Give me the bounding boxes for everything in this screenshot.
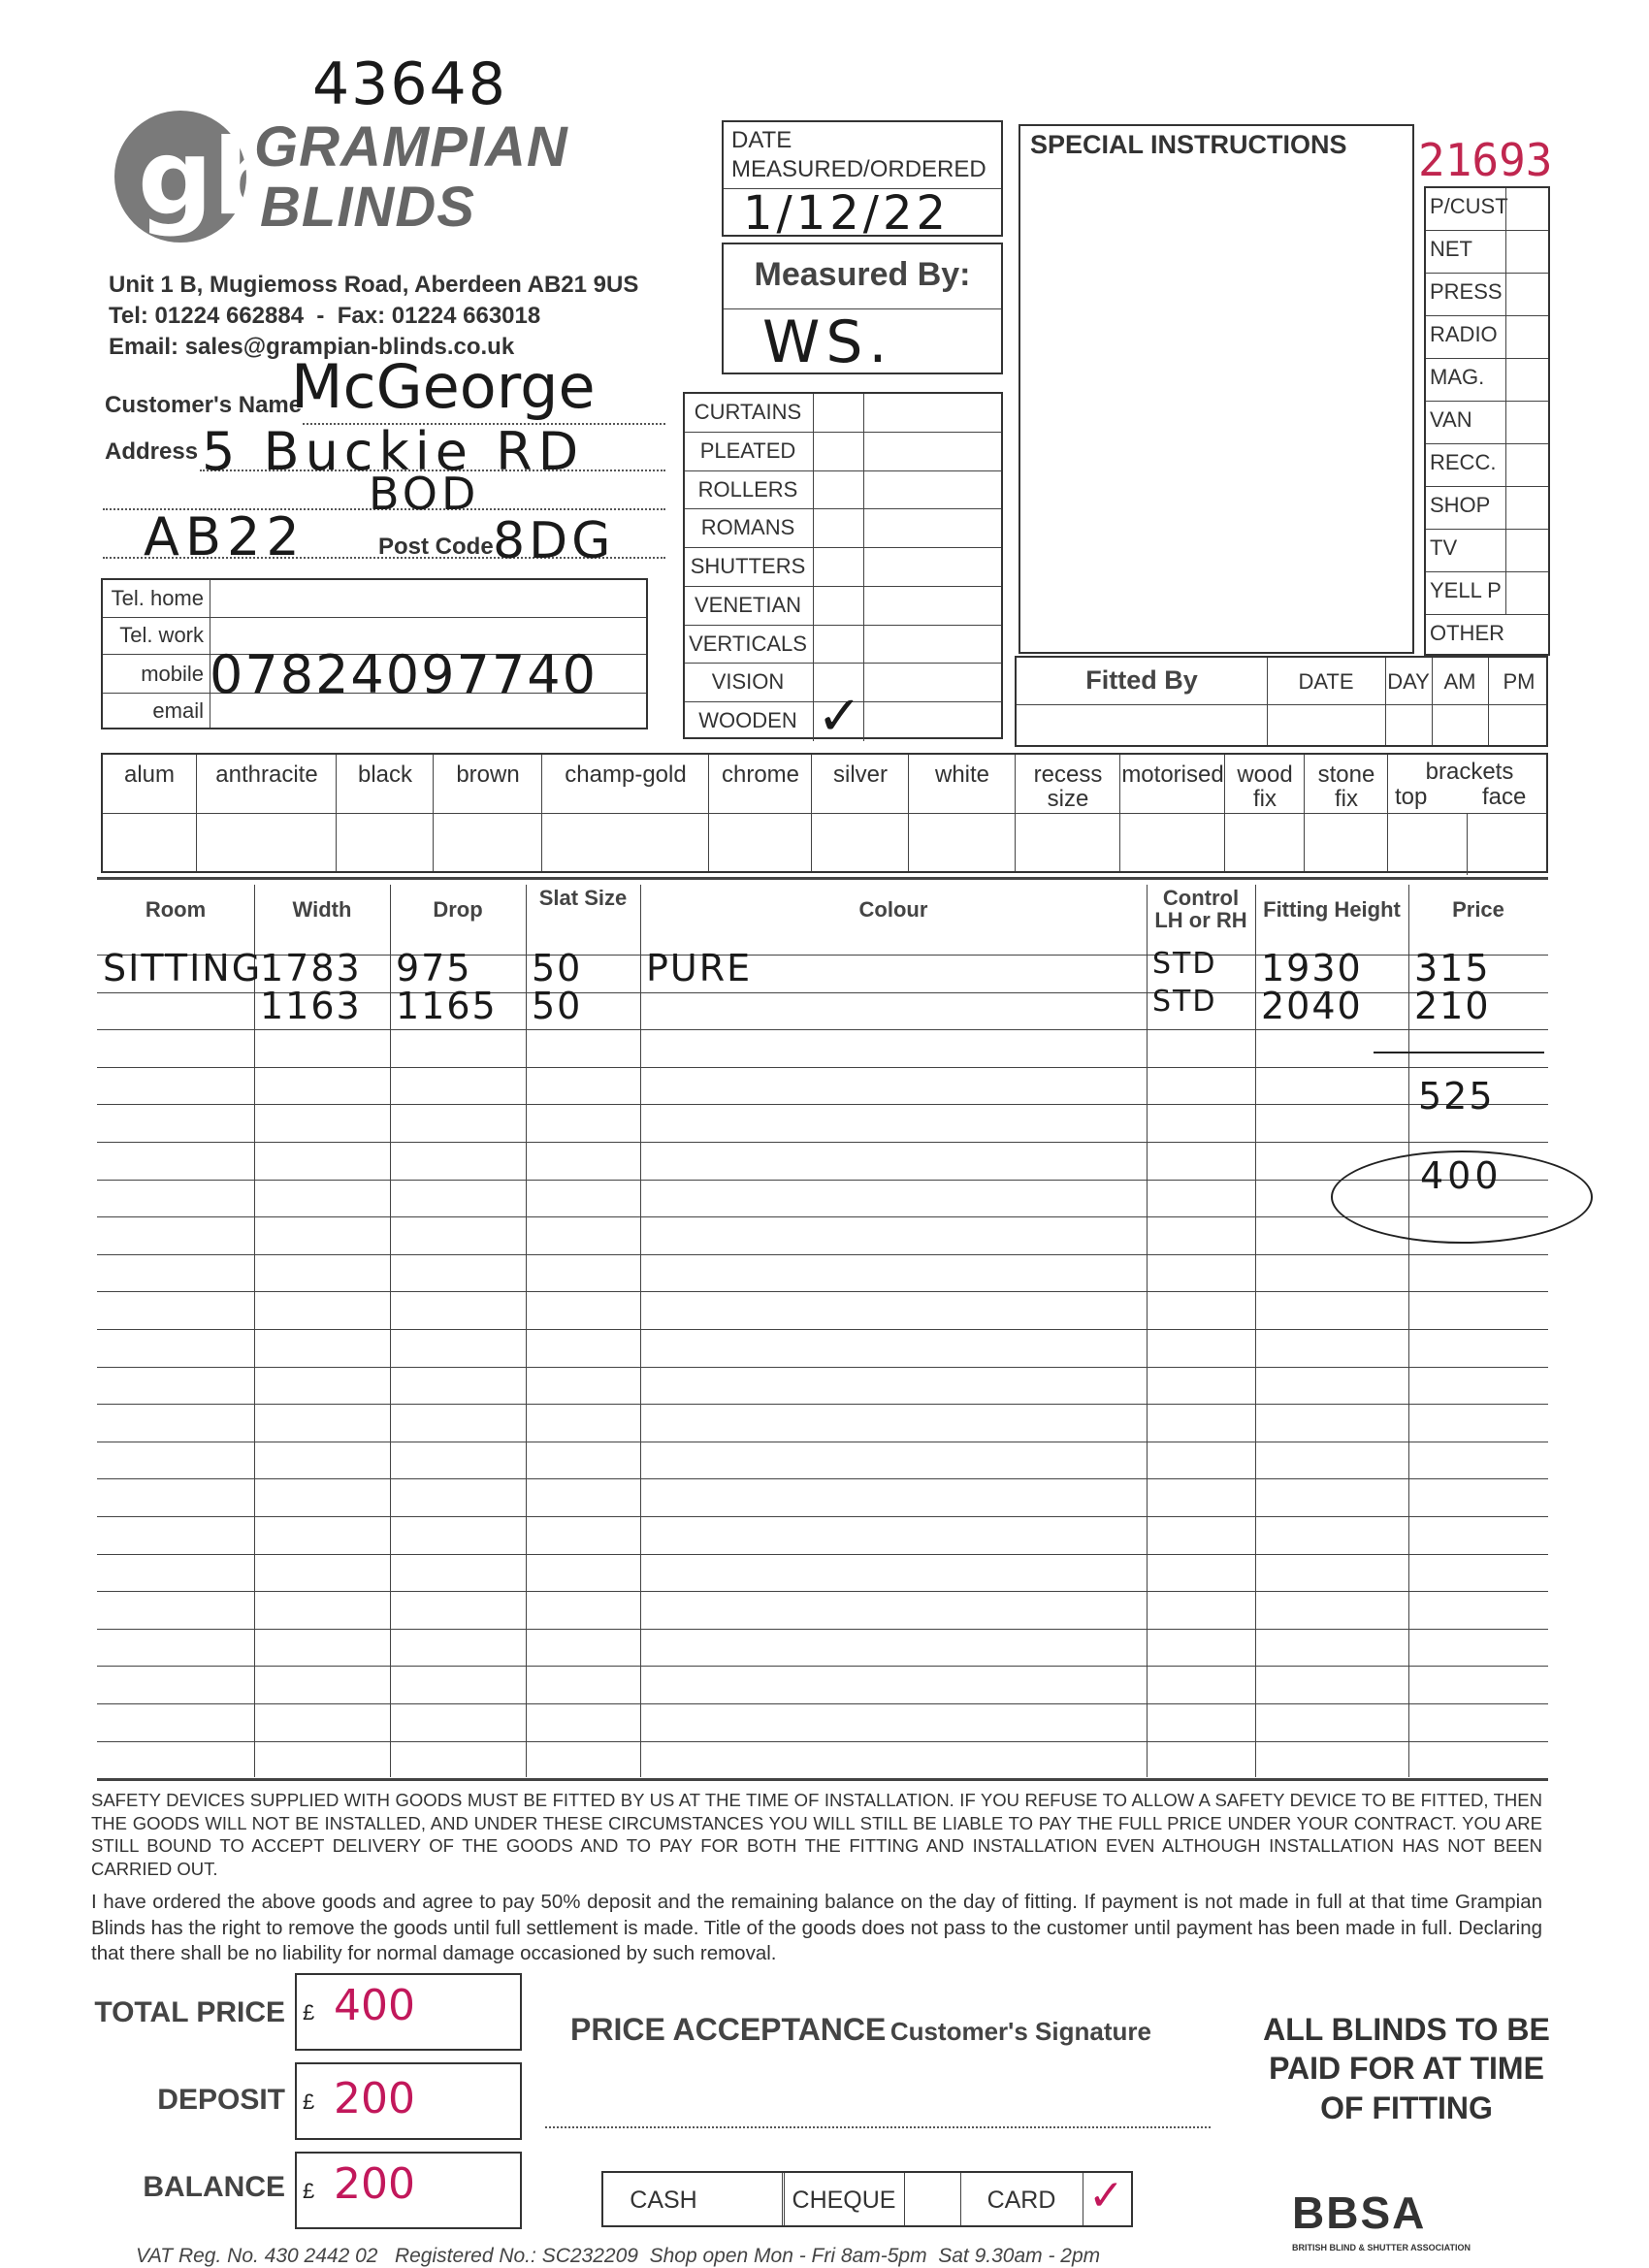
product-label: WOODEN bbox=[698, 708, 797, 733]
deposit-value: 200 bbox=[334, 2074, 415, 2123]
mobile-value[interactable]: 07824097740 bbox=[210, 644, 598, 705]
address-line1-value[interactable]: 5 Buckie RD bbox=[202, 421, 585, 482]
contact-table bbox=[101, 578, 648, 729]
source-option-row[interactable] bbox=[1426, 274, 1548, 316]
source-option-checkbox[interactable] bbox=[1505, 444, 1506, 486]
payment-method-table bbox=[601, 2171, 1133, 2227]
source-option-row[interactable] bbox=[1426, 530, 1548, 572]
balance-box[interactable] bbox=[295, 2152, 522, 2229]
option-label: brown bbox=[456, 761, 520, 788]
balance-value: 200 bbox=[334, 2159, 415, 2209]
table-cell[interactable]: 1165 bbox=[396, 984, 498, 1027]
tel-home-label: Tel. home bbox=[111, 586, 204, 610]
date-measured-box bbox=[722, 120, 1003, 241]
column-header: Slat Size bbox=[538, 886, 628, 910]
special-instructions-label: SPECIAL INSTRUCTIONS bbox=[1030, 130, 1347, 159]
column-header: Price bbox=[1452, 897, 1504, 922]
option-checkbox[interactable] bbox=[543, 815, 708, 873]
product-row[interactable] bbox=[685, 394, 1001, 433]
source-option-checkbox[interactable] bbox=[1505, 572, 1506, 614]
product-label: ROLLERS bbox=[697, 476, 798, 502]
source-option-checkbox[interactable] bbox=[1505, 316, 1506, 358]
price-acceptance bbox=[570, 2012, 1151, 2048]
product-row[interactable] bbox=[685, 626, 1001, 664]
source-option-checkbox[interactable] bbox=[1505, 530, 1506, 571]
column-header: Room bbox=[145, 897, 207, 922]
product-row[interactable] bbox=[685, 548, 1001, 587]
gb-logo-icon bbox=[109, 109, 288, 244]
source-option-label: VAN bbox=[1430, 407, 1472, 432]
cheque-option[interactable]: CHEQUE bbox=[792, 2187, 896, 2214]
tel-work-label: Tel. work bbox=[119, 623, 204, 647]
brackets-face-label: face bbox=[1482, 784, 1527, 810]
table-cell[interactable]: STD bbox=[1152, 984, 1217, 1019]
table-cell[interactable]: 210 bbox=[1414, 984, 1491, 1027]
product-label: VERTICALS bbox=[689, 631, 807, 656]
table-cell[interactable]: PURE bbox=[646, 947, 753, 989]
product-label: SHUTTERS bbox=[690, 554, 806, 579]
source-option-row[interactable] bbox=[1426, 444, 1548, 487]
deposit-label: DEPOSIT bbox=[157, 2084, 285, 2116]
source-option-row[interactable] bbox=[1426, 231, 1548, 274]
measured-by-label: Measured By: bbox=[754, 256, 971, 293]
table-cell[interactable]: 1783 bbox=[260, 947, 362, 989]
table-cell[interactable]: 2040 bbox=[1261, 984, 1363, 1027]
source-option-label: PRESS bbox=[1430, 279, 1503, 304]
table-cell[interactable]: 1930 bbox=[1261, 947, 1363, 989]
product-row[interactable] bbox=[685, 509, 1001, 548]
reference-number: 43648 bbox=[312, 50, 507, 118]
table-cell[interactable]: 975 bbox=[396, 947, 472, 989]
fitted-by-label: Fitted By bbox=[1085, 665, 1198, 695]
company-logo bbox=[109, 109, 288, 244]
product-label: ROMANS bbox=[700, 515, 795, 540]
price-acceptance-label: PRICE ACCEPTANCE bbox=[570, 2012, 887, 2047]
table-cell[interactable]: 315 bbox=[1414, 947, 1491, 989]
special-instructions-box[interactable] bbox=[1018, 124, 1414, 654]
table-cell[interactable]: 50 bbox=[532, 984, 583, 1027]
card-tick-mark: ✓ bbox=[1088, 2171, 1124, 2220]
option-checkbox[interactable] bbox=[198, 815, 336, 873]
option-label: white bbox=[934, 761, 990, 788]
option-label: motorised bbox=[1121, 761, 1224, 788]
form-number: 21693 bbox=[1418, 134, 1553, 186]
deposit-currency: £ bbox=[303, 2090, 315, 2114]
brackets-top-label: top bbox=[1395, 784, 1428, 810]
date-measured-value[interactable]: 1/12/22 bbox=[743, 186, 951, 241]
option-label: anthracite bbox=[215, 761, 318, 788]
customer-name-label: Customer's Name bbox=[105, 392, 303, 418]
product-type-table bbox=[683, 392, 1003, 748]
balance-currency: £ bbox=[303, 2179, 315, 2203]
column-header: Control LH or RH bbox=[1154, 886, 1247, 933]
company-name-line2: BLINDS bbox=[260, 176, 475, 239]
fitted-day-label: DAY bbox=[1387, 669, 1430, 694]
option-label: alum bbox=[123, 761, 176, 788]
product-label: PLEATED bbox=[699, 437, 796, 463]
brackets-label: brackets bbox=[1425, 759, 1514, 785]
email-label: email bbox=[152, 698, 204, 723]
source-option-row[interactable] bbox=[1426, 188, 1548, 231]
source-option-row[interactable] bbox=[1426, 402, 1548, 444]
option-checkbox[interactable] bbox=[1306, 815, 1387, 873]
source-option-checkbox[interactable] bbox=[1505, 231, 1506, 273]
source-option-label: MAG. bbox=[1430, 365, 1485, 389]
option-label: wood fix bbox=[1237, 761, 1293, 813]
source-option-row[interactable] bbox=[1426, 572, 1548, 615]
product-row[interactable] bbox=[685, 471, 1001, 510]
column-header: Drop bbox=[433, 897, 483, 922]
option-checkbox[interactable] bbox=[1226, 815, 1304, 873]
option-checkbox[interactable] bbox=[435, 815, 541, 873]
option-checkbox[interactable] bbox=[813, 815, 908, 873]
option-checkbox[interactable] bbox=[338, 815, 433, 873]
source-option-checkbox[interactable] bbox=[1505, 402, 1506, 443]
option-label: champ-gold bbox=[565, 761, 687, 788]
fitted-am-label: AM bbox=[1443, 669, 1476, 694]
option-label: stone fix bbox=[1317, 761, 1375, 813]
source-option-row[interactable] bbox=[1426, 615, 1548, 658]
source-option-label: NET bbox=[1430, 237, 1472, 261]
measured-by-box bbox=[722, 243, 1003, 374]
address-line3-value[interactable]: AB22 bbox=[144, 506, 306, 567]
mobile-label: mobile bbox=[141, 662, 204, 686]
customer-name-value[interactable]: McGeorge bbox=[291, 351, 596, 422]
postcode-value[interactable]: 8DG bbox=[493, 512, 615, 570]
table-cell[interactable]: 50 bbox=[532, 947, 583, 989]
option-label: recess size bbox=[1033, 761, 1103, 813]
final-price-value: 400 bbox=[1420, 1154, 1503, 1197]
company-phone-fax: Tel: 01224 662884 - Fax: 01224 663018 bbox=[109, 303, 541, 329]
source-options-box bbox=[1424, 186, 1550, 656]
source-option-label: SHOP bbox=[1430, 493, 1491, 517]
company-address: Unit 1 B, Mugiemoss Road, Aberdeen AB21 9US bbox=[109, 272, 639, 298]
source-option-label: P/CUST bbox=[1430, 194, 1508, 218]
option-label: silver bbox=[832, 761, 888, 788]
fitted-date-label: DATE bbox=[1298, 669, 1354, 694]
logo-letters: gb bbox=[138, 117, 288, 239]
subtotal-value: 525 bbox=[1418, 1075, 1495, 1118]
source-option-row[interactable] bbox=[1426, 359, 1548, 402]
postcode-label: Post Code bbox=[378, 534, 494, 560]
column-header: Width bbox=[292, 897, 352, 922]
bbsa-subtitle: BRITISH BLIND & SHUTTER ASSOCIATION bbox=[1292, 2243, 1471, 2252]
total-price-label: TOTAL PRICE bbox=[94, 1996, 285, 2028]
total-price-box[interactable] bbox=[295, 1973, 522, 2051]
source-option-row[interactable] bbox=[1426, 316, 1548, 359]
option-checkbox[interactable] bbox=[710, 815, 811, 873]
source-option-checkbox[interactable] bbox=[1505, 487, 1506, 529]
option-checkbox[interactable] bbox=[1121, 815, 1224, 873]
product-label: VENETIAN bbox=[694, 592, 802, 617]
date-measured-label: DATE MEASURED/ORDERED bbox=[731, 127, 986, 182]
cash-option[interactable]: CASH bbox=[630, 2187, 697, 2214]
agreement-terms: I have ordered the above goods and agree to pay 50% deposit and the remaining balance on the day of fitting. If payment is not made in full at that time Grampian Blinds has the right to remove the goods until full settlement is made. Title of the goods does not pass to the customer until payment has been made in full. Declaring that there shall be no liability for normal damage occasioned by such removal. bbox=[91, 1891, 1542, 1965]
wooden-tick-mark: ✓ bbox=[817, 685, 862, 748]
source-option-checkbox[interactable] bbox=[1505, 359, 1506, 401]
table-cell[interactable]: STD bbox=[1152, 947, 1217, 981]
source-option-label: RECC. bbox=[1430, 450, 1497, 474]
order-table bbox=[97, 877, 1548, 1783]
footer-registration: VAT Reg. No. 430 2442 02 Registered No.: SC232209 Shop open Mon - Fri 8am-5pm Sat 9.30am - 2pm bbox=[136, 2245, 1101, 2267]
product-label: VISION bbox=[711, 669, 785, 695]
table-cell[interactable]: 1163 bbox=[260, 984, 362, 1027]
product-row[interactable] bbox=[685, 433, 1001, 471]
source-option-checkbox[interactable] bbox=[1505, 274, 1506, 315]
table-cell[interactable]: SITTING bbox=[103, 947, 263, 989]
measured-by-value[interactable]: WS. bbox=[762, 308, 893, 376]
company-name-line1: GRAMPIAN bbox=[254, 115, 568, 178]
customer-signature-label: Customer's Signature bbox=[889, 2017, 1151, 2046]
deposit-box[interactable] bbox=[295, 2062, 522, 2140]
signature-line[interactable] bbox=[545, 2126, 1211, 2128]
card-option[interactable]: CARD bbox=[986, 2187, 1056, 2214]
option-checkbox[interactable] bbox=[1017, 815, 1119, 873]
address-label: Address bbox=[105, 438, 199, 465]
option-checkbox[interactable] bbox=[910, 815, 1015, 873]
option-label: chrome bbox=[721, 761, 800, 788]
source-option-label: YELL P bbox=[1430, 578, 1502, 602]
source-option-row[interactable] bbox=[1426, 487, 1548, 530]
source-option-checkbox[interactable] bbox=[1505, 188, 1506, 230]
payment-notice: ALL BLINDS TO BE PAID FOR AT TIME OF FITTING bbox=[1263, 2012, 1550, 2125]
option-checkbox[interactable] bbox=[103, 815, 196, 873]
balance-label: BALANCE bbox=[143, 2171, 285, 2203]
safety-terms: SAFETY DEVICES SUPPLIED WITH GOODS MUST BE FITTED BY US AT THE TIME OF INSTALLATION. IF YOU REFUSE TO ALLOW A SAFETY DEVICE TO BE FITTED, THEN THE GOODS WILL NOT BE INSTALLED, AND UNDER THESE CIRCUMSTANCES YOU WILL STILL BE LIABLE TO PAY THE FULL PRICE UNDER YOUR CONTRACT. YOU ARE STILL BOUND TO ACCEPT DELIVERY OF THE GOODS AND TO PAY FOR BOTH THE FITTING AND INSTALLATION EVEN ALTHOUGH INSTALLATION HAS NOT BEEN CARRIED OUT. bbox=[91, 1790, 1542, 1880]
column-header: Colour bbox=[858, 897, 928, 922]
option-label: black bbox=[357, 761, 413, 788]
fitted-by-box bbox=[1015, 656, 1548, 747]
source-option-label: TV bbox=[1430, 535, 1458, 560]
product-label: CURTAINS bbox=[694, 400, 802, 424]
source-option-label: OTHER bbox=[1430, 621, 1504, 645]
total-currency: £ bbox=[303, 2000, 315, 2025]
address-line2-value[interactable]: BOD bbox=[369, 468, 480, 520]
source-option-label: RADIO bbox=[1430, 322, 1498, 346]
bbsa-logo: BBSA bbox=[1292, 2187, 1427, 2238]
options-table bbox=[101, 753, 1548, 873]
column-header: Fitting Height bbox=[1263, 897, 1401, 922]
product-row[interactable] bbox=[685, 587, 1001, 626]
total-price-value: 400 bbox=[334, 1981, 415, 2030]
company-email: Email: sales@grampian-blinds.co.uk bbox=[109, 334, 515, 360]
fitted-pm-label: PM bbox=[1503, 669, 1536, 694]
